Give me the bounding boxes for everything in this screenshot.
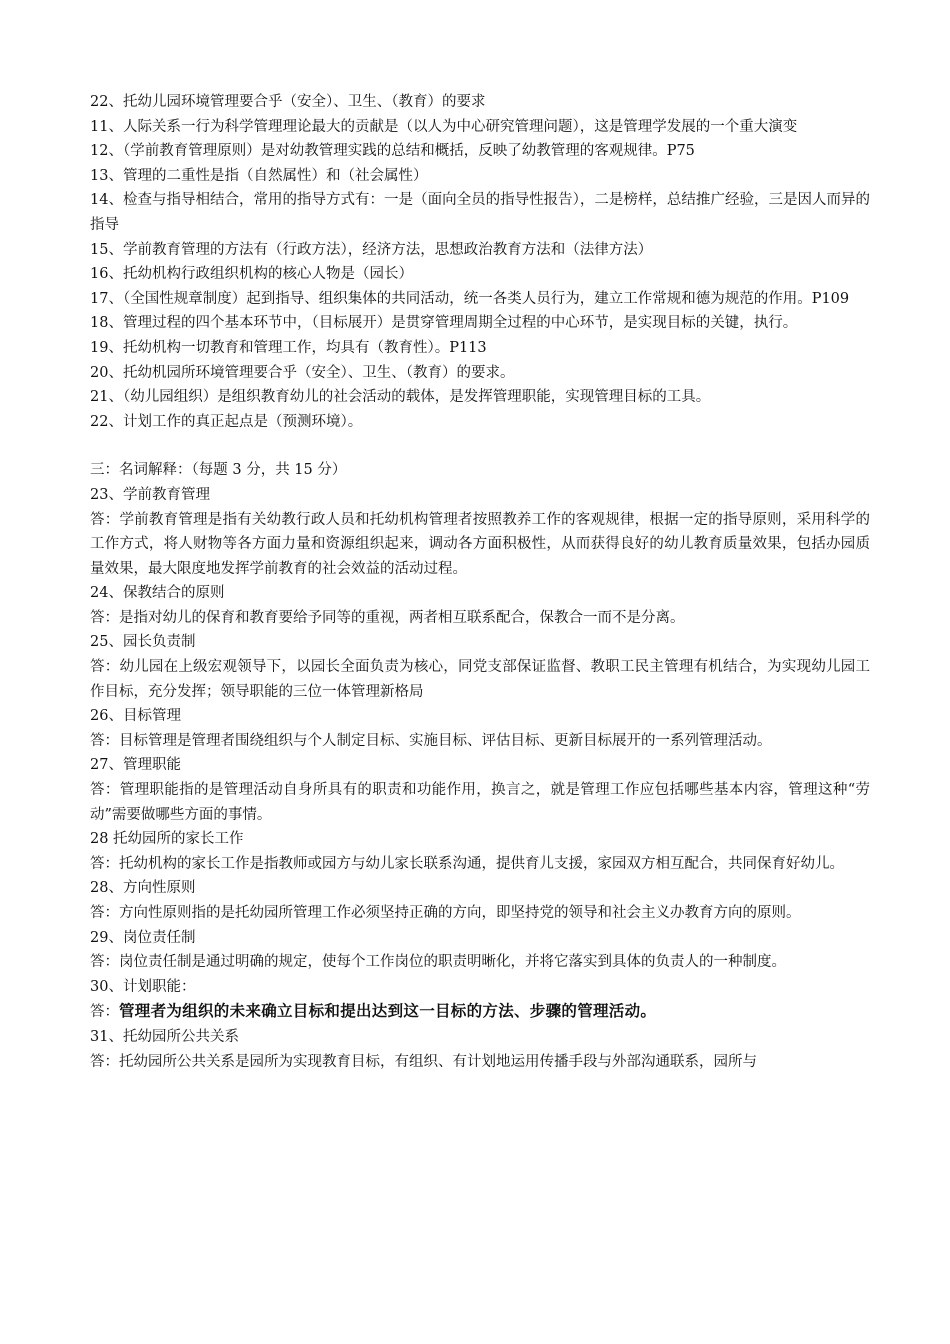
term-answer: 答：岗位责任制是通过明确的规定，使每个工作岗位的职责明晰化，并将它落实到具体的负责人的一种制度。	[90, 954, 786, 971]
fill-in-item-12: 12、（学前教育管理原则）是对幼教管理实践的总结和概括，反映了幼教管理的客观规律。P75	[90, 143, 695, 160]
term-title: 28、方向性原则	[90, 880, 196, 897]
term-answer: 答：是指对幼儿的保育和教育要给予同等的重视，两者相互联系配合，保教合一而不是分离。	[90, 609, 685, 626]
section-gap	[90, 434, 870, 458]
fill-in-item-21: 21、（幼儿园组织）是组织教育幼儿的社会活动的载体，是发挥管理职能，实现管理目标的工具。	[90, 389, 711, 406]
term-title: 25、园长负责制	[90, 634, 196, 651]
term-title: 26、目标管理	[90, 708, 181, 725]
fill-in-item-17: 17、（全国性规章制度）起到指导、组织集体的共同活动，统一各类人员行为，建立工作常规和德为规范的作用。P109	[90, 290, 850, 307]
term-title: 30、计划职能：	[90, 978, 196, 995]
fill-in-item-16: 16、托幼机构行政组织机构的核心人物是（园长）	[90, 266, 413, 283]
term-answer: 答：管理职能指的是管理活动自身所具有的职责和功能作用，换言之，就是管理工作应包括哪些基本内容，管理这种“劳动”需要做哪些方面的事情。	[90, 782, 870, 823]
term-title: 23、学前教育管理	[90, 486, 210, 503]
term-title: 28 托幼园所的家长工作	[90, 831, 244, 848]
term-answer	[90, 999, 870, 1025]
answer-bold-text: 管理者为组织的未来确立目标和提出达到这一目标的方法、步骤的管理活动。	[119, 1002, 657, 1021]
fill-in-item-20: 20、托幼机园所环境管理要合乎（安全）、卫生、（教育）的要求。	[90, 364, 515, 381]
fill-in-item-13: 13、管理的二重性是指（自然属性）和（社会属性）	[90, 167, 428, 184]
document-page	[90, 90, 870, 1074]
fill-in-item-15: 15、学前教育管理的方法有（行政方法），经济方法，思想政治教育方法和（法律方法）	[90, 241, 653, 258]
fill-in-item-11: 11、人际关系一行为科学管理理论最大的贡献是（以人为中心研究管理问题），这是管理学发展的一个重大演变	[90, 118, 798, 135]
term-answer: 答：学前教育管理是指有关幼教行政人员和托幼机构管理者按照教养工作的客观规律，根据一定的指导原则，采用科学的工作方式，将人财物等各方面力量和资源组织起来，调动各方面积极性，从而获得良好的幼儿教育质量效果，包括办园质量效果，最大限度地发挥学前教育的社会效益的活动过程。	[90, 511, 870, 577]
term-answer: 答：方向性原则指的是托幼园所管理工作必须坚持正确的方向，即坚持党的领导和社会主义办教育方向的原则。	[90, 905, 801, 921]
term-title: 27、管理职能	[90, 757, 181, 774]
fill-in-item-22b: 22、计划工作的真正起点是（预测环境）。	[90, 413, 363, 430]
term-answer: 答：托幼园所公共关系是园所为实现教育目标，有组织、有计划地运用传播手段与外部沟通联系，园所与	[90, 1053, 757, 1070]
fill-in-item-14: 14、检查与指导相结合，常用的指导方式有：一是（面向全员的指导性报告），二是榜样，总结推广经验，三是因人而异的指导	[90, 192, 870, 233]
term-answer: 答：目标管理是管理者围绕组织与个人制定目标、实施目标、评估目标、更新目标展开的一系列管理活动。	[90, 732, 772, 749]
term-answer: 答：托幼机构的家长工作是指教师或园方与幼儿家长联系沟通，提供育儿支援，家园双方相互配合，共同保育好幼儿。	[90, 855, 844, 872]
term-title: 31、托幼园所公共关系	[90, 1028, 239, 1045]
fill-in-item-18: 18、管理过程的四个基本环节中，（目标展开）是贯穿管理周期全过程的中心环节，是实现目标的关键，执行。	[90, 315, 798, 332]
term-answer: 答：幼儿园在上级宏观领导下，以园长全面负责为核心，同党支部保证监督、教职工民主管理有机结合，为实现幼儿园工作目标，充分发挥；领导职能的三位一体管理新格局	[90, 659, 870, 700]
section-title: 三：名词解释：（每题 3 分，共 15 分）	[90, 462, 347, 479]
fill-in-item-19: 19、托幼机构一切教育和管理工作，均具有（教育性）。P113	[90, 339, 487, 356]
term-title: 29、岗位责任制	[90, 929, 196, 946]
answer-prefix: 答：	[90, 1004, 119, 1021]
fill-in-item-22a: 22、托幼儿园环境管理要合乎（安全）、卫生、（教育）的要求	[90, 94, 486, 110]
term-title: 24、保教结合的原则	[90, 585, 225, 602]
